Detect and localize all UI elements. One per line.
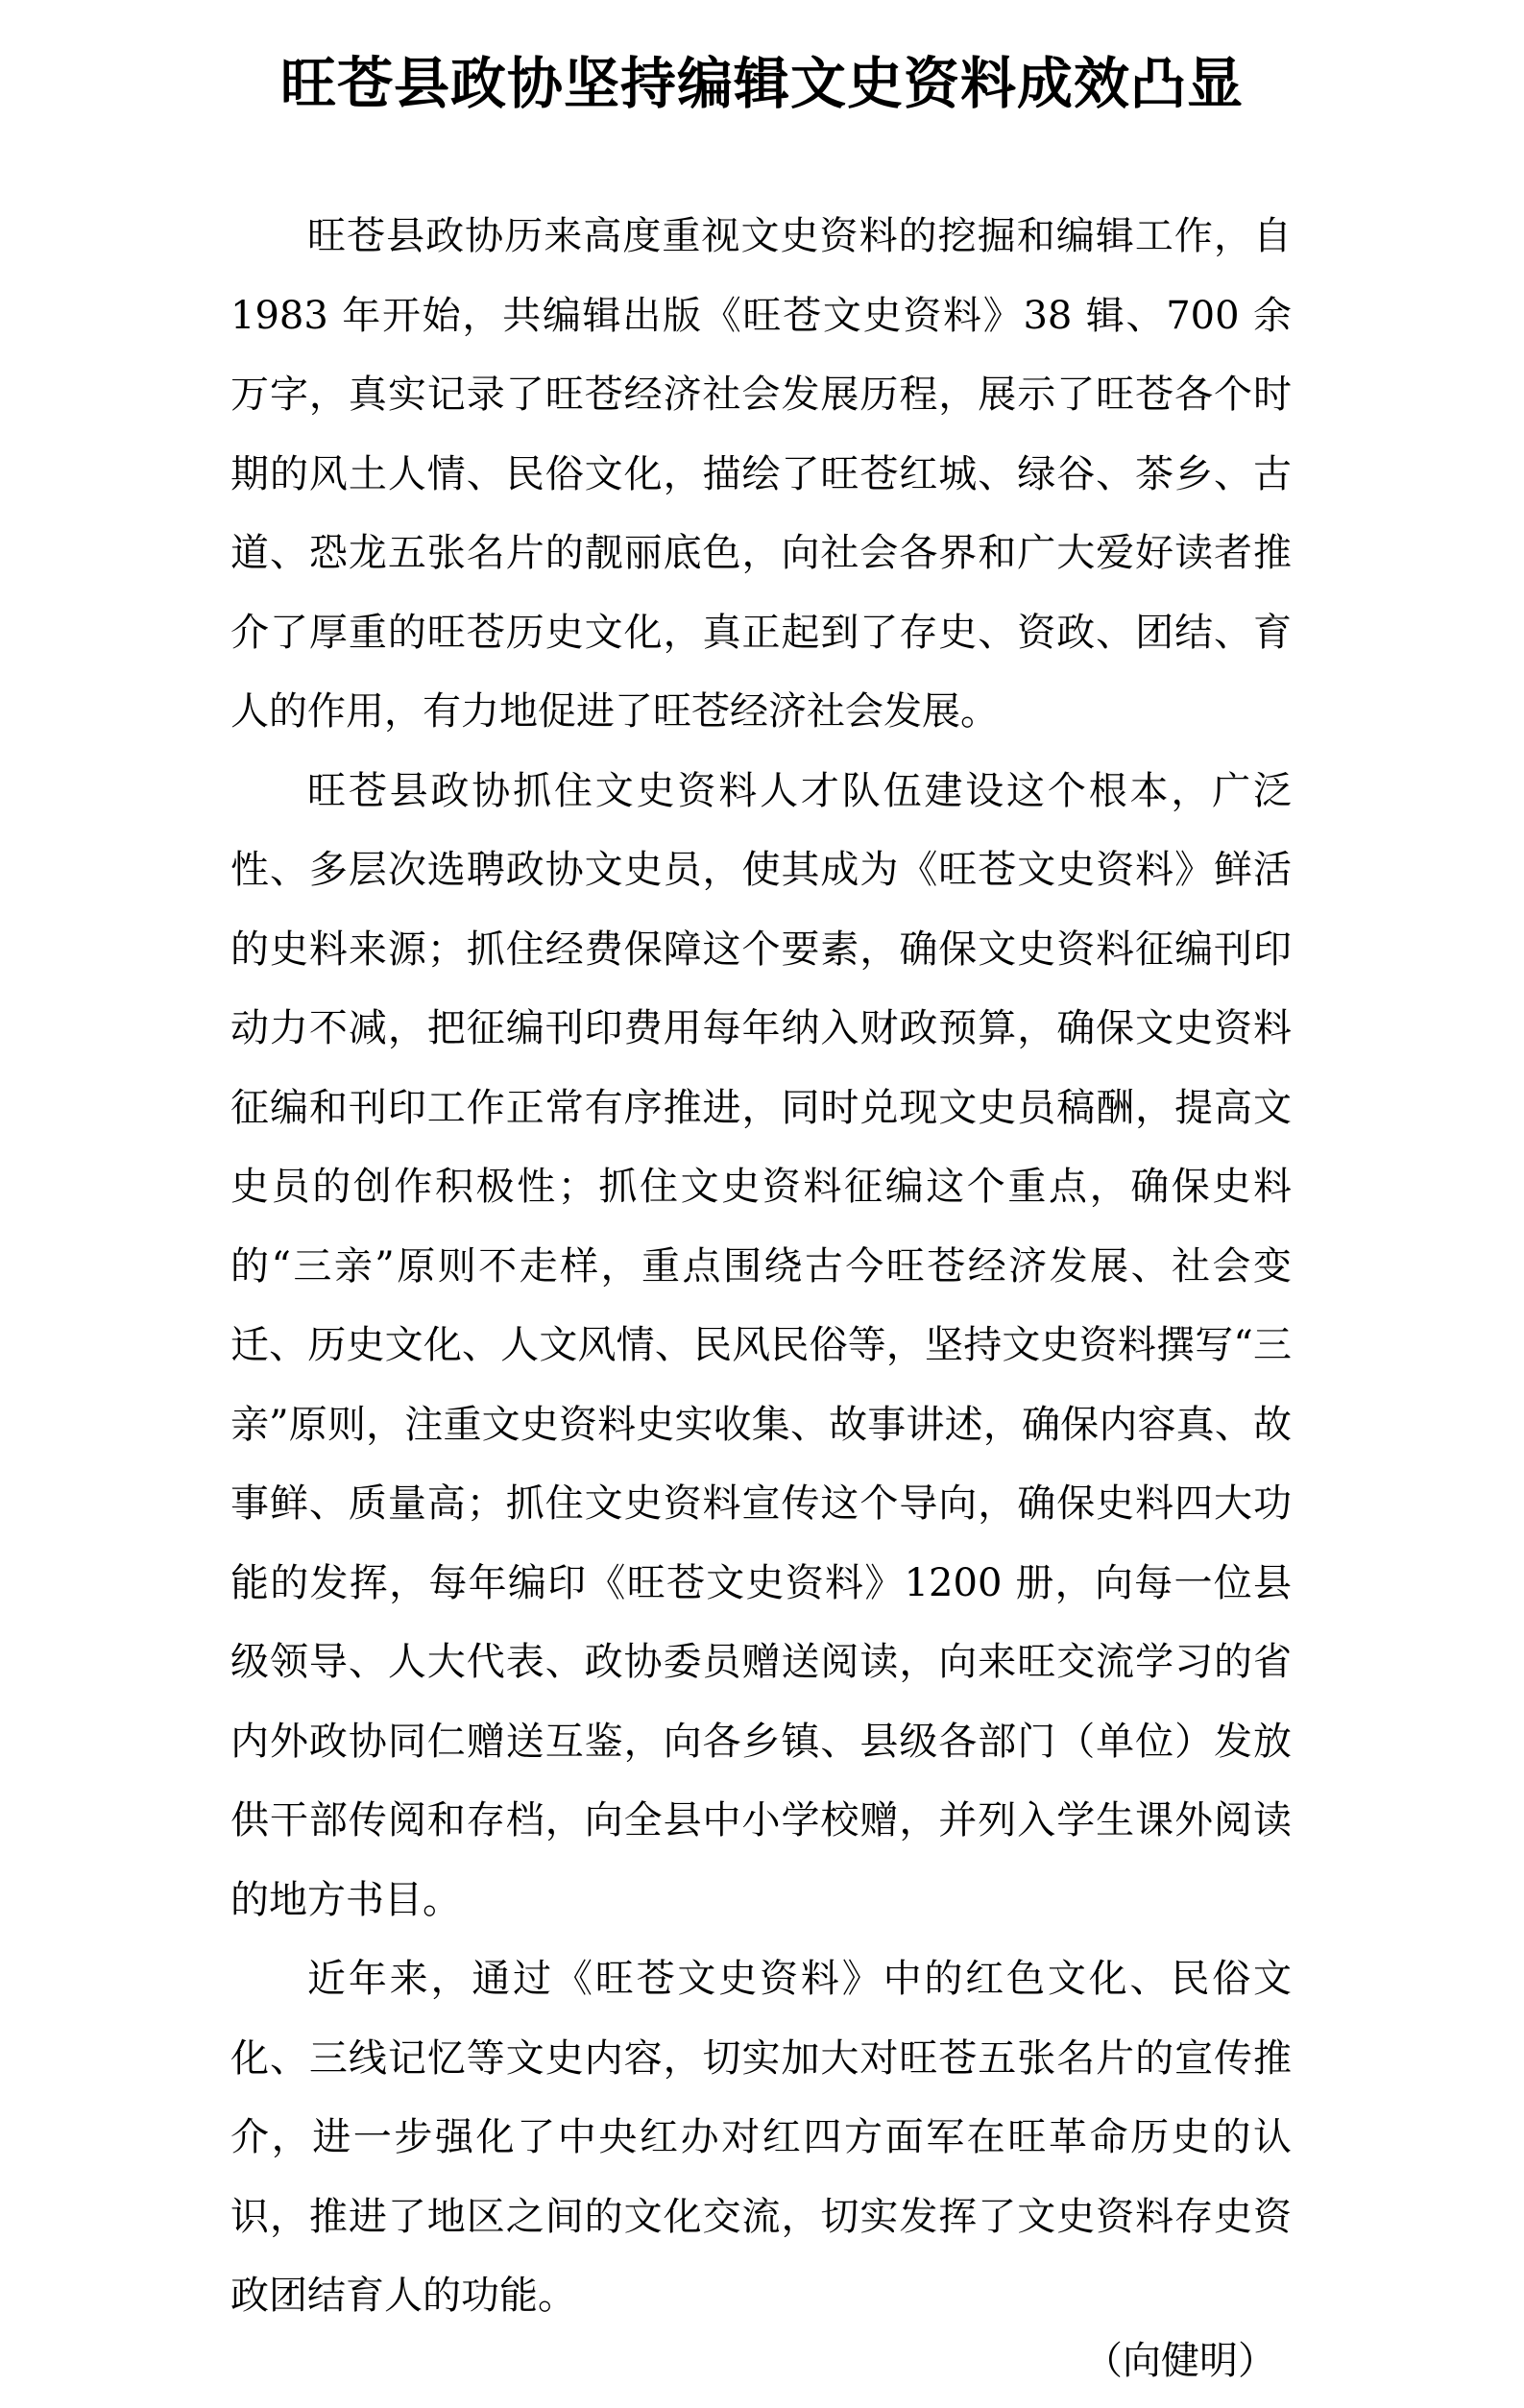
paragraph-1: 旺苍县政协历来高度重视文史资料的挖掘和编辑工作，自 1983 年开始，共编辑出版《旺苍文史资料》38 辑、700 余万字，真实记录了旺苍经济社会发展历程，展示了旺苍各个时期的风土人情、民俗文化，描绘了旺苍红城、绿谷、茶乡、古道、恐龙五张名片的靓丽底色，向社会各界和广大爱好读者推介了厚重的旺苍历史文化，真正起到了存史、资政、团结、育人的作用，有力地促进了旺苍经济社会发展。: [230, 214, 1292, 734]
article-body: [230, 197, 1292, 2336]
paragraph-2: 旺苍县政协抓住文史资料人才队伍建设这个根本，广泛性、多层次选聘政协文史员，使其成为《旺苍文史资料》鲜活的史料来源；抓住经费保障这个要素，确保文史资料征编刊印动力不减，把征编刊印费用每年纳入财政预算，确保文史资料征编和刊印工作正常有序推进，同时兑现文史员稿酬，提高文史员的创作积极性；抓住文史资料征编这个重点，确保史料的“三亲”原则不走样，重点围绕古今旺苍经济发展、社会变迁、历史文化、人文风情、民风民俗等，坚持文史资料撰写“三亲”原则，注重文史资料史实收集、故事讲述，确保内容真、故事鲜、质量高；抓住文史资料宣传这个导向，确保史料四大功能的发挥，每年编印《旺苍文史资料》1200 册，向每一位县级领导、人大代表、政协委员赠送阅读，向来旺交流学习的省内外政协同仁赠送互鉴，向各乡镇、县级各部门（单位）发放供干部传阅和存档，向全县中小学校赠，并列入学生课外阅读的地方书目。: [230, 768, 1292, 1922]
paragraph-3: 近年来，通过《旺苍文史资料》中的红色文化、民俗文化、三线记忆等文史内容，切实加大对旺苍五张名片的宣传推介，进一步强化了中央红办对红四方面军在旺革命历史的认识，推进了地区之间的文化交流，切实发挥了文史资料存史资政团结育人的功能。: [230, 1957, 1292, 2318]
author-byline: （向健明）: [1084, 2339, 1276, 2383]
document-title: 旺苍县政协坚持编辑文史资料成效凸显: [279, 50, 1244, 116]
